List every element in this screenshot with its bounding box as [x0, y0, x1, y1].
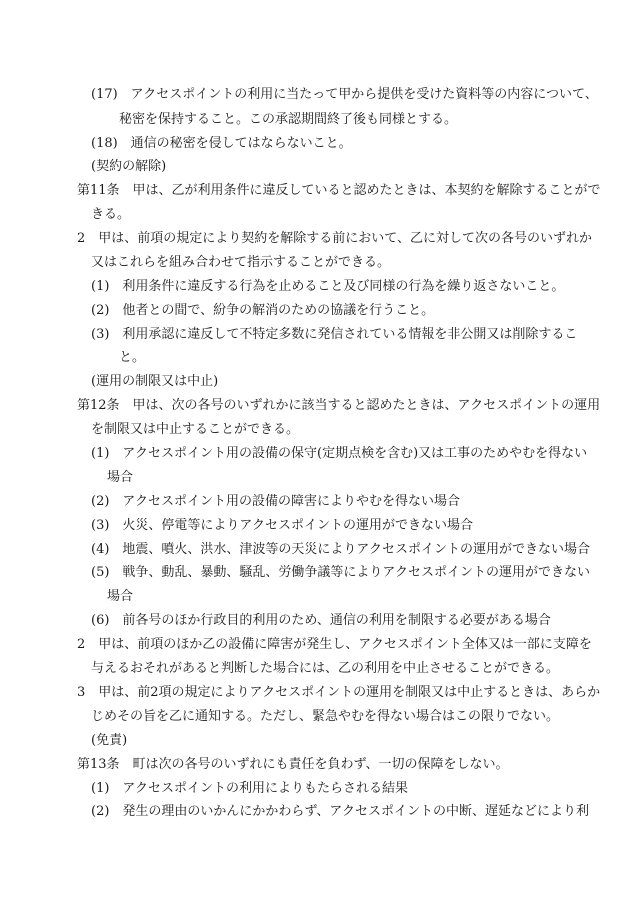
- article-13-line-1: 第13条 町は次の各号のいずれにも責任を負わず、一切の保障をしない。: [77, 757, 509, 772]
- article-12-item-1-line-1: (1) アクセスポイント用の設備の保守(定期点検を含む)又は工事のためやむを得ない: [91, 446, 588, 461]
- article-12-item-3: (3) 火災、停電等によりアクセスポイントの運用ができない場合: [91, 518, 474, 533]
- article-11-para-2-line-1: 2 甲は、前項の規定により契約を解除する前において、乙に対して次の各号のいずれか: [77, 231, 593, 246]
- article-12-item-2: (2) アクセスポイント用の設備の障害によりやむを得ない場合: [91, 494, 461, 509]
- article-12-para-2-line-1: 2 甲は、前項のほか乙の設備に障害が発生し、アクセスポイント全体又は一部に支障を: [77, 637, 592, 652]
- article-12-para-2-line-2: 与えるおそれがあると判断した場合には、乙の利用を中止させることができる。: [91, 661, 560, 676]
- article-13-item-1: (1) アクセスポイントの利用によりもたらされる結果: [91, 781, 409, 796]
- article-11-item-3-line-1: (3) 利用承認に違反して不特定多数に発信されている情報を非公開又は削除するこ: [91, 327, 578, 342]
- article-11-item-2: (2) 他者との間で、紛争の解消のための協議を行うこと。: [91, 303, 435, 318]
- item-17-line-2: 秘密を保持すること。この承認期間終了後も同様とする。: [119, 112, 458, 127]
- article-13-item-2-line-1: (2) 発生の理由のいかんにかかわらず、アクセスポイントの中断、遅延などにより利: [91, 804, 589, 819]
- article-11-item-1: (1) 利用条件に違反する行為を止めること及び同様の行為を繰り返さないこと。: [91, 279, 565, 294]
- article-12-item-5-line-1: (5) 戦争、動乱、暴動、騒乱、労働争議等によりアクセスポイントの運用ができない: [91, 565, 591, 580]
- article-11-para-2-line-2: 又はこれらを組み合わせて指示することができる。: [91, 255, 391, 270]
- article-12-item-1-line-2: 場合: [107, 470, 134, 485]
- item-17-line-1: (17) アクセスポイントの利用に当たって甲から提供を受けた資料等の内容について、: [91, 87, 598, 102]
- article-12-para-3-line-1: 3 甲は、前2項の規定によりアクセスポイントの運用を制限又は中止するときは、あらか: [77, 685, 601, 700]
- article-12-line-2: を制限又は中止することができる。: [91, 422, 300, 437]
- article-12-line-1: 第12条 甲は、次の各号のいずれかに該当すると認めたときは、アクセスポイントの運用: [77, 398, 601, 413]
- item-18-line: (18) 通信の秘密を侵してはならないこと。: [91, 136, 352, 151]
- article-12-para-3-line-2: じめその旨を乙に通知する。ただし、緊急やむを得ない場合はこの限りでない。: [91, 709, 560, 724]
- article-11-item-3-line-2: と。: [119, 350, 146, 365]
- article-11-line-1: 第11条 甲は、乙が利用条件に違反していると認めたときは、本契約を解除することがで: [77, 183, 601, 198]
- article-12-item-5-line-2: 場合: [107, 589, 134, 604]
- section-heading-disclaimer: (免責): [91, 733, 128, 748]
- article-12-item-4: (4) 地震、噴火、洪水、津波等の天災によりアクセスポイントの運用ができない場合: [91, 542, 591, 557]
- article-11-line-2: きる。: [91, 207, 131, 222]
- section-heading-restriction: (運用の制限又は中止): [91, 374, 219, 389]
- section-heading-contract-termination: (契約の解除): [91, 159, 167, 174]
- article-12-item-6: (6) 前各号のほか行政目的利用のため、通信の利用を制限する必要がある場合: [91, 613, 551, 628]
